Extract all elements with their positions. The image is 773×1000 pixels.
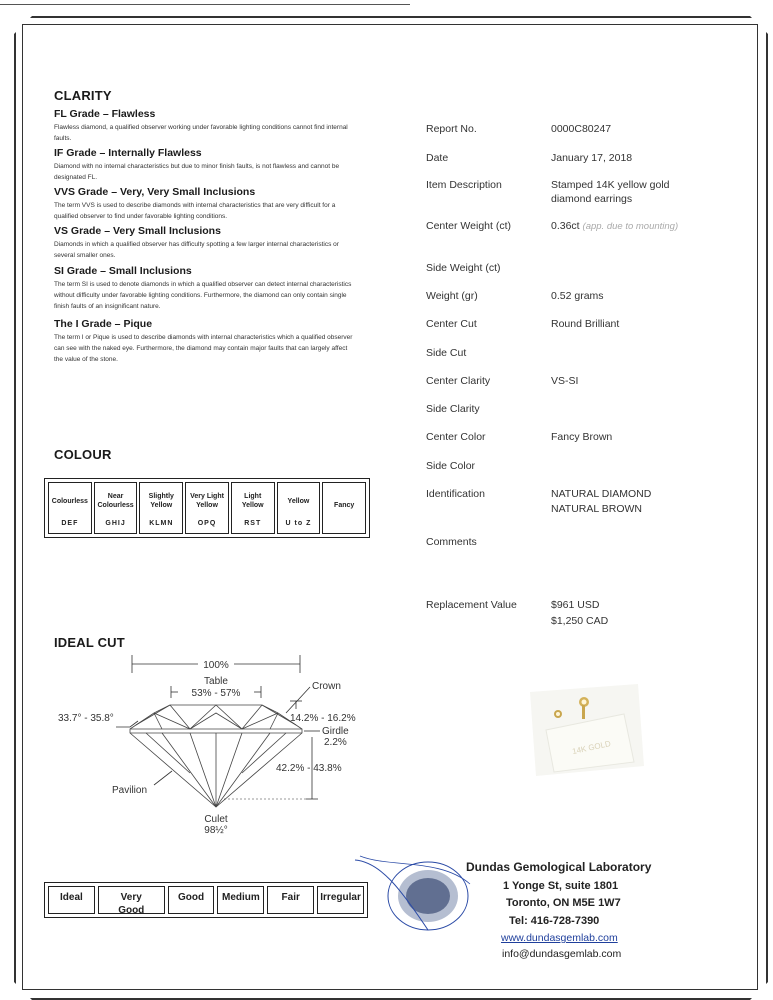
weight-value: 0.52 grams xyxy=(551,290,604,302)
colour-label: Fancy xyxy=(334,502,355,509)
grade-fl-title: FL Grade – Flawless xyxy=(54,108,156,120)
colour-label: Very Light Yellow xyxy=(190,493,224,509)
clarity-heading: CLARITY xyxy=(54,88,112,103)
center-weight-label: Center Weight (ct) xyxy=(426,220,511,232)
lab-email: info@dundasgemlab.com xyxy=(502,948,622,960)
width-pct: 100% xyxy=(203,660,229,671)
lab-name: Dundas Gemological Laboratory xyxy=(466,860,652,874)
weight-label: Weight (gr) xyxy=(426,290,478,302)
cut-grade-cell: Ideal xyxy=(48,886,95,914)
side-weight-label: Side Weight (ct) xyxy=(426,262,501,274)
cut-grade-cell: Irregular xyxy=(317,886,364,914)
replacement-value-cad: $1,250 CAD xyxy=(551,615,609,627)
colour-code: RST xyxy=(244,520,262,527)
top-rule xyxy=(0,4,410,5)
colour-cell xyxy=(277,482,321,534)
culet-value: 98½° xyxy=(204,825,228,835)
crown-height: 14.2% - 16.2% xyxy=(290,713,356,724)
cut-grade-cell: Medium xyxy=(217,886,264,914)
report-no-label: Report No. xyxy=(426,123,477,135)
colour-cell xyxy=(185,482,229,534)
crown-height-marker xyxy=(290,701,302,709)
colour-code: U to Z xyxy=(285,520,312,527)
grade-vvs-desc: The term VVS is used to describe diamonds with internal characteristics that are very difficult for a qualified observer to find under favorable lighting conditions. xyxy=(54,202,336,220)
center-weight-amount: 0.36ct xyxy=(551,220,580,232)
identification-value-2: NATURAL BROWN xyxy=(551,503,643,515)
colour-label: Yellow xyxy=(287,497,310,505)
center-color-label: Center Color xyxy=(426,431,486,443)
colour-heading: COLOUR xyxy=(54,447,112,462)
table-label: Table xyxy=(204,676,228,687)
cut-grade-cell: Good xyxy=(168,886,215,914)
colour-label: Near Colourless xyxy=(97,493,134,509)
center-clarity-label: Center Clarity xyxy=(426,375,491,387)
center-cut-value: Round Brilliant xyxy=(551,318,620,330)
date-label: Date xyxy=(426,152,449,164)
item-description-value: Stamped 14K yellow gold diamond earrings xyxy=(551,179,670,205)
grade-vvs-title: VVS Grade – Very, Very Small Inclusions xyxy=(54,186,256,198)
girdle-pct: 2.2% xyxy=(324,737,347,748)
cut-grade-cell: Very Good xyxy=(98,886,165,914)
grade-i-title: The I Grade – Pique xyxy=(54,318,153,330)
colour-cell xyxy=(48,482,92,534)
identification-label: Identification xyxy=(426,488,485,500)
pavilion-label: Pavilion xyxy=(112,785,148,796)
side-clarity-label: Side Clarity xyxy=(426,403,480,415)
replacement-value-label: Replacement Value xyxy=(426,599,517,611)
girdle-label: Girdle xyxy=(322,726,349,737)
svg-text:14K GOLD: 14K GOLD xyxy=(571,739,612,757)
ideal-cut-heading: IDEAL CUT xyxy=(54,635,125,650)
grade-si-title: SI Grade – Small Inclusions xyxy=(54,265,192,277)
comments-label: Comments xyxy=(426,536,477,548)
side-color-label: Side Color xyxy=(426,460,476,472)
table-range: 53% - 57% xyxy=(191,688,241,699)
cut-grade-table xyxy=(44,882,368,918)
center-cut-label: Center Cut xyxy=(426,318,477,330)
culet-label: Culet xyxy=(204,814,228,825)
identification-value-1: NATURAL DIAMOND xyxy=(551,488,652,500)
center-color-value: Fancy Brown xyxy=(551,431,613,443)
diamond-outline xyxy=(130,705,302,807)
grade-if-title: IF Grade – Internally Flawless xyxy=(54,147,202,159)
colour-code: GHIJ xyxy=(105,520,126,527)
lab-website-link[interactable]: www.dundasgemlab.com xyxy=(501,932,618,944)
center-clarity-value: VS-SI xyxy=(551,375,579,387)
pavilion-depth: 42.2% - 43.8% xyxy=(276,763,342,774)
colour-code: KLMN xyxy=(149,520,174,527)
cut-grade-cell: Fair xyxy=(267,886,314,914)
colour-cell xyxy=(322,482,366,534)
grade-fl-desc: Flawless diamond, a qualified observer working under favorable lighting conditions cannot find internal faults. xyxy=(54,124,348,142)
colour-scale-table xyxy=(44,478,370,538)
center-weight-value xyxy=(551,219,731,234)
lab-phone: Tel: 416-728-7390 xyxy=(509,915,600,927)
lab-address-1: 1 Yonge St, suite 1801 xyxy=(503,880,619,892)
colour-code: OPQ xyxy=(197,520,217,527)
crown-angle: 33.7° - 35.8° xyxy=(58,713,114,724)
replacement-value-usd: $961 USD xyxy=(551,599,600,611)
crown-label: Crown xyxy=(312,681,341,692)
grade-if-desc: Diamond with no internal characteristics but due to minor finish faults, is not flawless and cannot be designated FL. xyxy=(54,163,340,181)
lab-address-2: Toronto, ON M5E 1W7 xyxy=(506,897,621,909)
item-description-label: Item Description xyxy=(426,179,502,191)
colour-label: Slightly Yellow xyxy=(148,493,174,509)
colour-label: Light Yellow xyxy=(241,493,264,509)
grade-i-desc: The term I or Pique is used to describe diamonds with internal characteristics which a qualified observer can see with the naked eye. Furthermore, the diamond may contain major faults that can largely affect the value of the stone. xyxy=(54,334,353,363)
earring-photo xyxy=(520,672,650,782)
colour-cell xyxy=(94,482,138,534)
center-weight-note: (app. due to mounting) xyxy=(582,221,679,232)
colour-cell xyxy=(139,482,183,534)
lab-logo xyxy=(350,848,480,948)
colour-code: DEF xyxy=(61,520,79,527)
grade-si-desc: The term SI is used to denote diamonds in which a qualified observer can detect internal characteristics without difficulty under favorable lighting conditions. Furthermore, the diamond can only contain single finish faults of an insignificant nature. xyxy=(54,281,352,310)
ideal-cut-diagram xyxy=(50,655,380,835)
colour-label: Colourless xyxy=(51,497,88,505)
report-no-value: 0000C80247 xyxy=(551,123,612,135)
grade-vs-title: VS Grade – Very Small Inclusions xyxy=(54,225,221,237)
side-cut-label: Side Cut xyxy=(426,347,467,359)
date-value: January 17, 2018 xyxy=(551,152,633,164)
colour-cell xyxy=(231,482,275,534)
grade-vs-desc: Diamonds in which a qualified observer has difficulty spotting a few larger internal characteristics or several smaller ones. xyxy=(54,241,339,259)
